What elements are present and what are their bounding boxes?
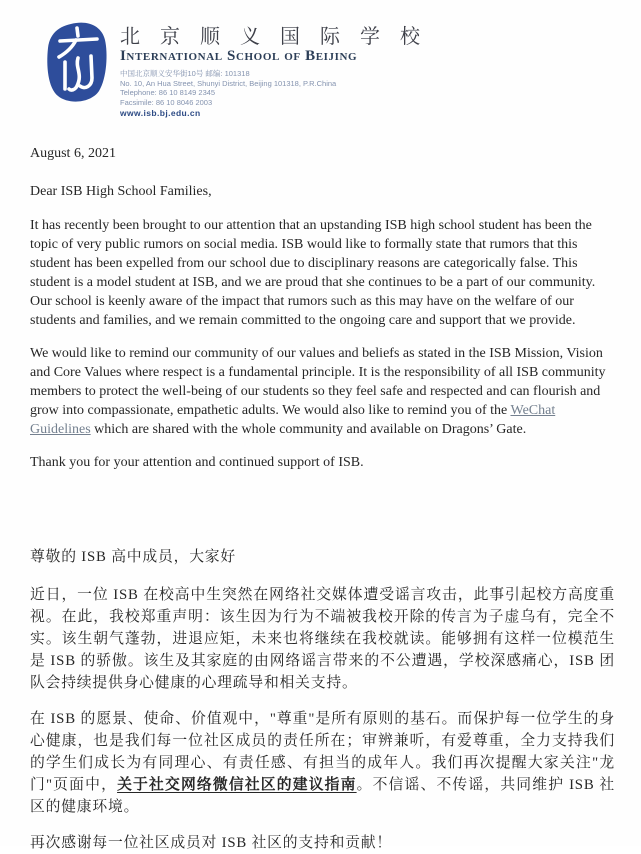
letterhead-telephone: Telephone: 86 10 8149 2345 [120, 88, 216, 97]
school-name-english: International School of Beijing [120, 48, 358, 64]
paragraph-chinese-1: 近日，一位 ISB 在校高中生突然在网络社交媒体遭受谣言攻击，此事引起校方高度重视。在此，我校郑重声明：该生因为行为不端被我校开除的传言为子虚乌有，完全不实。该生朝气蓬勃，进退应矩，未来也将继续在我校就读。能够拥有这样一位模范生是 ISB 的骄傲。该生及其家庭的由网络谣言带来的不公遭遇，学校深感痛心，ISB 团队会持续提供身心健康的心理疏导和相关支持。 [30, 587, 615, 691]
letterhead [30, 18, 615, 119]
letterhead-address-english: No. 10, An Hua Street, Shunyi District, Beijing 101318, P.R.China [120, 78, 337, 88]
isb-seal-logo [45, 20, 109, 106]
paragraph-chinese-2 [30, 708, 615, 818]
social-media-wechat-guidelines-link-chinese[interactable]: 关于社交网络微信社区的建议指南 [117, 777, 357, 793]
letterhead-address-chinese: 中国北京顺义安华街10号 邮编: 101318 [120, 69, 250, 78]
salutation-chinese: 尊敬的 ISB 高中成员，大家好 [30, 549, 236, 565]
paragraph-english-2-text-before: We would like to remind our community of our values and beliefs as stated in the ISB Mission, Vision and Core Values where respect is a fundamental principle. It is the responsibility of all ISB community members to protect the well-being of our students so they feel safe and respected and can flourish and grow into compassionate, empathetic adults. We would also like to remind you of the [30, 346, 606, 418]
salutation-english: Dear ISB High School Families, [30, 184, 212, 199]
closing-english: Thank you for your attention and continued support of ISB. [30, 455, 364, 470]
school-name-chinese: 北 京 顺 义 国 际 学 校 [120, 26, 428, 48]
letter-body [30, 144, 615, 854]
letter-date: August 6, 2021 [30, 146, 116, 161]
paragraph-chinese-2-text-before: 在 ISB 的愿景、使命、价值观中，"尊重"是所有原则的基石。而保护每一位学生的身心健康，也是我们每一位社区成员的责任所在；审辨兼听，有爱尊重，全力支持我们的学生们成长为有同理心、有责任感、有担当的成年人。我们再次提醒大家关注"龙门"页面中， [30, 711, 615, 793]
letterhead-website: www.isb.bj.edu.cn [120, 108, 201, 118]
wechat-guidelines-link[interactable]: WeChat Guidelines [30, 403, 556, 437]
closing-chinese: 再次感谢每一位社区成员对 ISB 社区的支持和贡献！ [30, 835, 392, 851]
paragraph-english-2 [30, 344, 615, 439]
paragraph-chinese-2-text-after: 。不信谣、不传谣，共同维护 ISB 社区的健康环境。 [30, 777, 615, 815]
letterhead-facsimile: Facsimile: 86 10 8046 2003 [120, 97, 213, 107]
paragraph-english-2-text-after: which are shared with the whole community and available on Dragons’ Gate. [90, 422, 527, 437]
paragraph-english-1: It has recently been brought to our attention that an upstanding ISB high school student has been the topic of very public rumors on social media. ISB would like to formally state that rumors that this student has been expelled from our school due to disciplinary reasons are categorically false. This student is a model student at ISB, and we are proud that she continues to be a part of our community. Our school is keenly aware of the impact that rumors such as this may have on the welfare of our students and families, and we remain committed to the ongoing care and support that we provide. [30, 218, 596, 328]
letterhead-text [120, 18, 428, 119]
